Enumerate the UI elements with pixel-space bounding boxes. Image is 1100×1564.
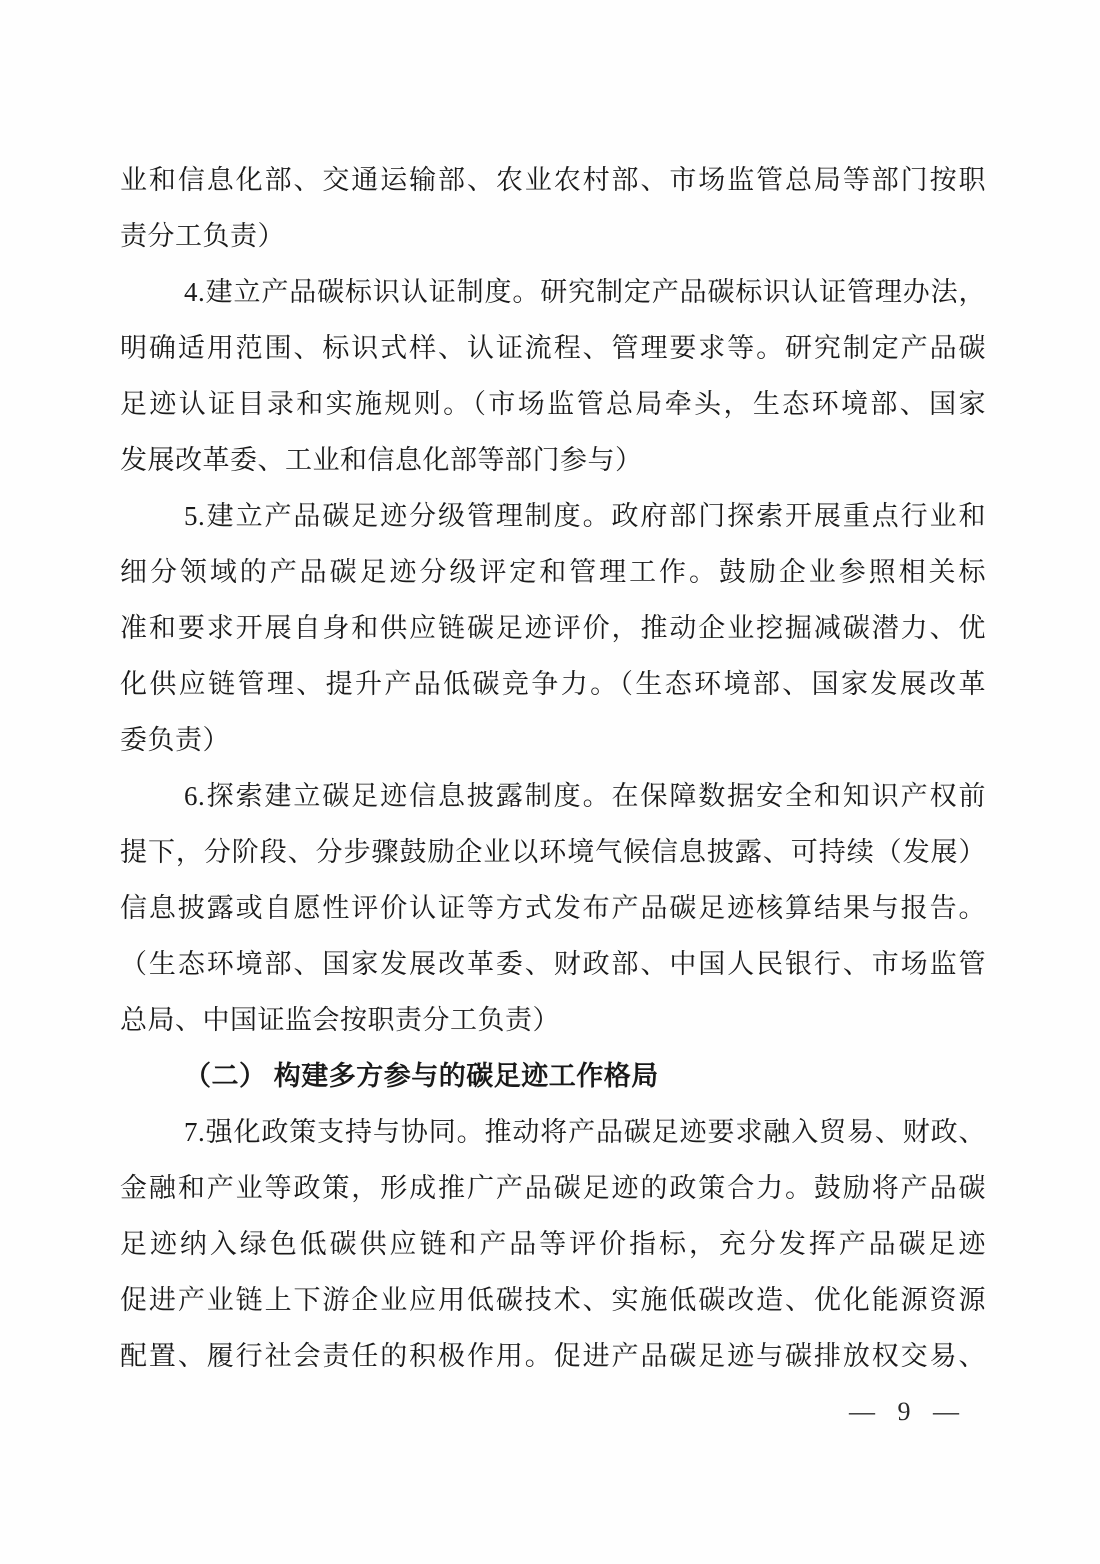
text-line: 5.建立产品碳足迹分级管理制度。政府部门探索开展重点行业和 [184, 501, 986, 531]
text-line: 细分领域的产品碳足迹分级评定和管理工作。鼓励企业参照相关标 [120, 557, 986, 587]
text-line: 足迹认证目录和实施规则。（市场监管总局牵头，生态环境部、国家 [120, 389, 986, 419]
text-line: 信息披露或自愿性评价认证等方式发布产品碳足迹核算结果与报告。 [120, 893, 986, 923]
text-line: 配置、履行社会责任的积极作用。促进产品碳足迹与碳排放权交易、 [120, 1341, 986, 1371]
text-line: 责分工负责） [120, 221, 285, 251]
text-line: 促进产业链上下游企业应用低碳技术、实施低碳改造、优化能源资源 [120, 1285, 986, 1315]
document-body [120, 152, 986, 1384]
text-line: 4.建立产品碳标识认证制度。研究制定产品碳标识认证管理办法， [184, 277, 986, 307]
text-line: 提下，分阶段、分步骤鼓励企业以环境气候信息披露、可持续（发展） [120, 837, 986, 867]
text-line: 业和信息化部、交通运输部、农业农村部、市场监管总局等部门按职 [120, 165, 986, 195]
text-line: 化供应链管理、提升产品低碳竞争力。（生态环境部、国家发展改革 [120, 669, 986, 699]
text-line: 足迹纳入绿色低碳供应链和产品等评价指标，充分发挥产品碳足迹 [120, 1229, 986, 1259]
text-line: 委负责） [120, 725, 230, 755]
text-line: 发展改革委、工业和信息化部等部门参与） [120, 445, 643, 475]
text-line: 准和要求开展自身和供应链碳足迹评价，推动企业挖掘减碳潜力、优 [120, 613, 986, 643]
section-heading: （二） 构建多方参与的碳足迹工作格局 [184, 1061, 659, 1091]
text-line: 明确适用范围、标识式样、认证流程、管理要求等。研究制定产品碳 [120, 333, 986, 363]
text-line: 金融和产业等政策，形成推广产品碳足迹的政策合力。鼓励将产品碳 [120, 1173, 986, 1203]
text-line: 6.探索建立碳足迹信息披露制度。在保障数据安全和知识产权前 [184, 781, 986, 811]
text-line: （生态环境部、国家发展改革委、财政部、中国人民银行、市场监管 [120, 949, 986, 979]
text-line: 7.强化政策支持与协同。推动将产品碳足迹要求融入贸易、财政、 [184, 1117, 986, 1147]
text-line: 总局、中国证监会按职责分工负责） [120, 1005, 560, 1035]
page-number: — 9 — [849, 1397, 960, 1426]
